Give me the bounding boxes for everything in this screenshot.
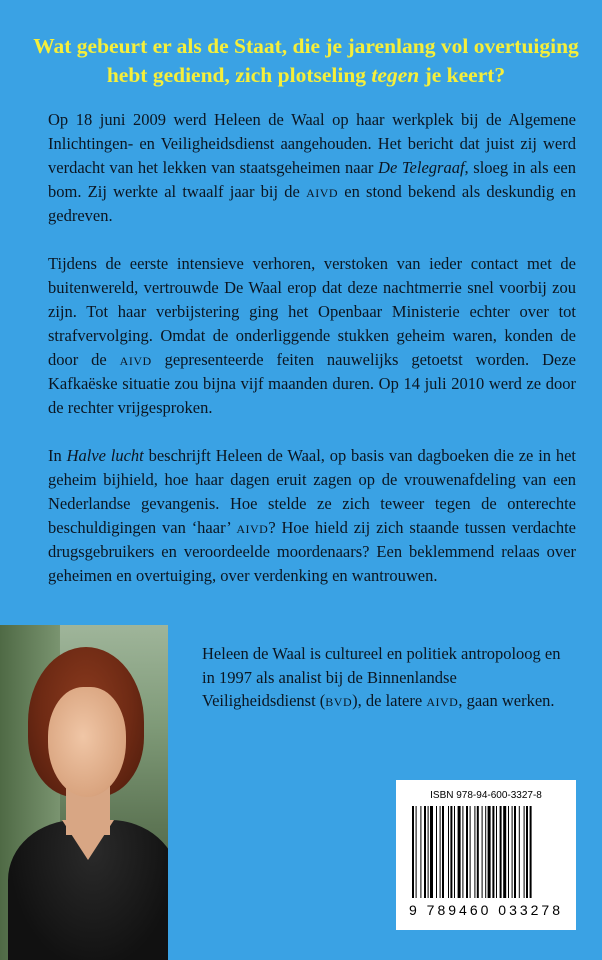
headline-part2: je keert? bbox=[419, 63, 506, 87]
book-title: Halve lucht bbox=[66, 446, 144, 465]
text-run: en stond bekend als deskundig en gedreven. bbox=[48, 182, 576, 225]
barcode-bars bbox=[412, 806, 564, 898]
acronym-bvd: bvd bbox=[325, 691, 353, 710]
headline-part1: Wat gebeurt er als de Staat, die je jarenlang vol overtuiging hebt gediend, zich plotseling bbox=[33, 34, 579, 87]
acronym-aivd: aivd bbox=[426, 691, 459, 710]
text-run: Op 18 juni 2009 werd Heleen de Waal op haar werkplek bij de Algemene Inlichtingen- en Veiligheidsdienst aangehouden. Het bericht dat juist zij werd verdacht van het lekken van staatsgeheimen naar bbox=[48, 110, 576, 177]
newspaper-title: De Telegraaf bbox=[378, 158, 465, 177]
text-run: gepresenteerde feiten nauwelijks getoetst worden. Deze Kafkaëske situatie zou bijna vijf maanden duren. Op 14 juli 2010 werd ze door de rechter vrijgesproken. bbox=[48, 350, 576, 417]
text-run: In bbox=[48, 446, 67, 465]
text-run: , gaan werken. bbox=[458, 691, 555, 710]
author-photo bbox=[0, 625, 168, 960]
blurb-paragraph-3 bbox=[48, 444, 576, 588]
author-bio bbox=[202, 642, 572, 713]
blurb-body bbox=[48, 108, 576, 612]
blurb-paragraph-2 bbox=[48, 252, 576, 420]
text-run: Heleen de Waal is cultureel en politiek antropoloog en in 1997 als analist bij de Binnenlandse Veiligheidsdienst ( bbox=[202, 644, 561, 710]
isbn-barcode bbox=[396, 780, 576, 930]
text-run: beschrijft Heleen de Waal, op basis van dagboeken die ze in het geheim bijhield, hoe haar dagen eruit zagen op de vrouwenafdeling van een Nederlandse gevangenis. Hoe stelde ze zich teweer tegen de onterechte beschuldigingen van ‘haar’ bbox=[48, 446, 576, 537]
headline-emphasis: tegen bbox=[371, 63, 420, 87]
text-run: ? Hoe hield zij zich staande tussen verdachte drugsgebruikers en veroordeelde moordenaars? Een beklemmend relaas over geheimen en overtuiging, over verdenking en wantrouwen. bbox=[48, 518, 576, 585]
acronym-aivd: aivd bbox=[236, 518, 269, 537]
blurb-paragraph-1 bbox=[48, 108, 576, 228]
isbn-label: ISBN 978-94-600-3327-8 bbox=[430, 790, 542, 801]
barcode-digits: 9 789460 033278 bbox=[409, 902, 563, 918]
text-run: , sloeg in als een bom. Zij werkte al twaalf jaar bij de bbox=[48, 158, 576, 201]
acronym-aivd: aivd bbox=[119, 350, 152, 369]
text-run: Tijdens de eerste intensieve verhoren, verstoken van ieder contact met de buitenwereld, vertrouwde De Waal erop dat deze nachtmerrie snel voorbij zou zijn. Tot haar verbijstering ging het Openbaar Ministerie echter over tot strafvervolging. Omdat de onderliggende stukken geheim waren, konden de door de bbox=[48, 254, 576, 369]
acronym-aivd: aivd bbox=[306, 182, 339, 201]
text-run: ), de latere bbox=[352, 691, 427, 710]
back-cover-headline bbox=[28, 32, 584, 90]
